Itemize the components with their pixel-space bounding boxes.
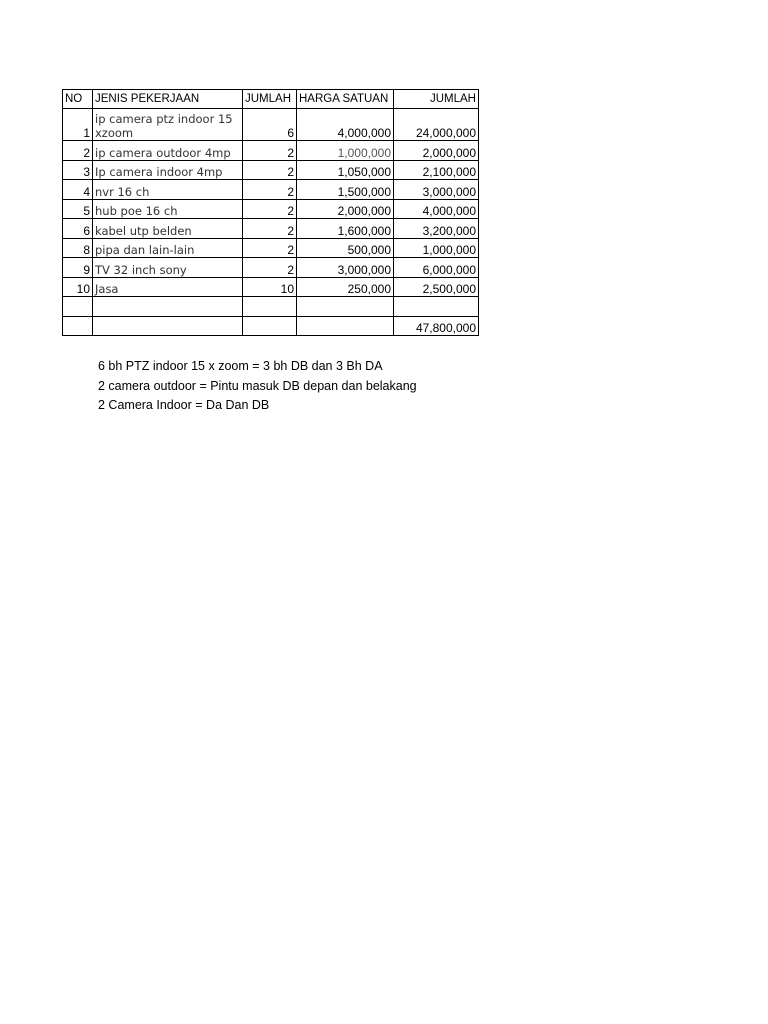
row-job: Ip camera indoor 4mp [93, 160, 243, 180]
empty-cell [297, 316, 394, 336]
row-qty: 2 [243, 160, 297, 180]
row-unit-price: 2,000,000 [297, 199, 394, 219]
row-no: 1 [63, 109, 93, 141]
row-unit-price: 1,600,000 [297, 219, 394, 239]
row-no: 9 [63, 258, 93, 278]
row-qty: 2 [243, 199, 297, 219]
header-no: NO [63, 90, 93, 109]
row-no: 8 [63, 238, 93, 258]
row-total: 2,000,000 [394, 141, 479, 161]
empty-cell [394, 297, 479, 317]
row-no: 4 [63, 180, 93, 200]
table-row [63, 238, 479, 258]
row-qty: 2 [243, 180, 297, 200]
row-total: 4,000,000 [394, 199, 479, 219]
grand-total: 47,800,000 [394, 316, 479, 336]
empty-cell [297, 297, 394, 317]
row-total: 2,500,000 [394, 277, 479, 297]
row-unit-price: 1,050,000 [297, 160, 394, 180]
row-no: 2 [63, 141, 93, 161]
row-job: TV 32 inch sony [93, 258, 243, 278]
row-unit-price: 1,000,000 [297, 141, 394, 161]
row-job: kabel utp belden [93, 219, 243, 239]
row-total: 1,000,000 [394, 238, 479, 258]
empty-cell [243, 297, 297, 317]
empty-row [63, 297, 479, 317]
row-job: ip camera ptz indoor 15 xzoom [93, 109, 243, 141]
empty-cell [243, 316, 297, 336]
row-qty: 10 [243, 277, 297, 297]
table-row [63, 180, 479, 200]
empty-cell [93, 297, 243, 317]
row-qty: 2 [243, 141, 297, 161]
row-unit-price: 500,000 [297, 238, 394, 258]
header-total: JUMLAH [394, 90, 479, 109]
row-qty: 6 [243, 109, 297, 141]
row-no: 3 [63, 160, 93, 180]
row-job: ip camera outdoor 4mp [93, 141, 243, 161]
table-row [63, 160, 479, 180]
note-line: 2 Camera Indoor = Da Dan DB [98, 398, 270, 412]
table-row [63, 199, 479, 219]
row-qty: 2 [243, 219, 297, 239]
table-row [63, 109, 479, 141]
row-job: nvr 16 ch [93, 180, 243, 200]
cost-table [62, 89, 479, 336]
row-unit-price: 250,000 [297, 277, 394, 297]
row-total: 2,100,000 [394, 160, 479, 180]
table-header-row [63, 90, 479, 109]
row-total: 3,200,000 [394, 219, 479, 239]
row-total: 24,000,000 [394, 109, 479, 141]
empty-cell [63, 316, 93, 336]
header-unit-price: HARGA SATUAN [297, 90, 394, 109]
row-job: hub poe 16 ch [93, 199, 243, 219]
empty-cell [63, 297, 93, 317]
note-line: 2 camera outdoor = Pintu masuk DB depan dan belakang [98, 378, 417, 393]
row-no: 6 [63, 219, 93, 239]
row-job: Jasa [93, 277, 243, 297]
table-row [63, 277, 479, 297]
row-no: 10 [63, 277, 93, 297]
row-no: 5 [63, 199, 93, 219]
row-unit-price: 4,000,000 [297, 109, 394, 141]
table-row [63, 219, 479, 239]
table-row [63, 141, 479, 161]
row-total: 3,000,000 [394, 180, 479, 200]
row-unit-price: 3,000,000 [297, 258, 394, 278]
row-qty: 2 [243, 238, 297, 258]
table-row [63, 258, 479, 278]
row-unit-price: 1,500,000 [297, 180, 394, 200]
note-line: 6 bh PTZ indoor 15 x zoom = 3 bh DB dan 3 Bh DA [98, 359, 383, 373]
row-job: pipa dan lain-lain [93, 238, 243, 258]
empty-cell [93, 316, 243, 336]
notes [98, 357, 417, 416]
header-job: JENIS PEKERJAAN [93, 90, 243, 109]
header-qty: JUMLAH [243, 90, 297, 109]
grand-total-row [63, 316, 479, 336]
row-total: 6,000,000 [394, 258, 479, 278]
row-qty: 2 [243, 258, 297, 278]
